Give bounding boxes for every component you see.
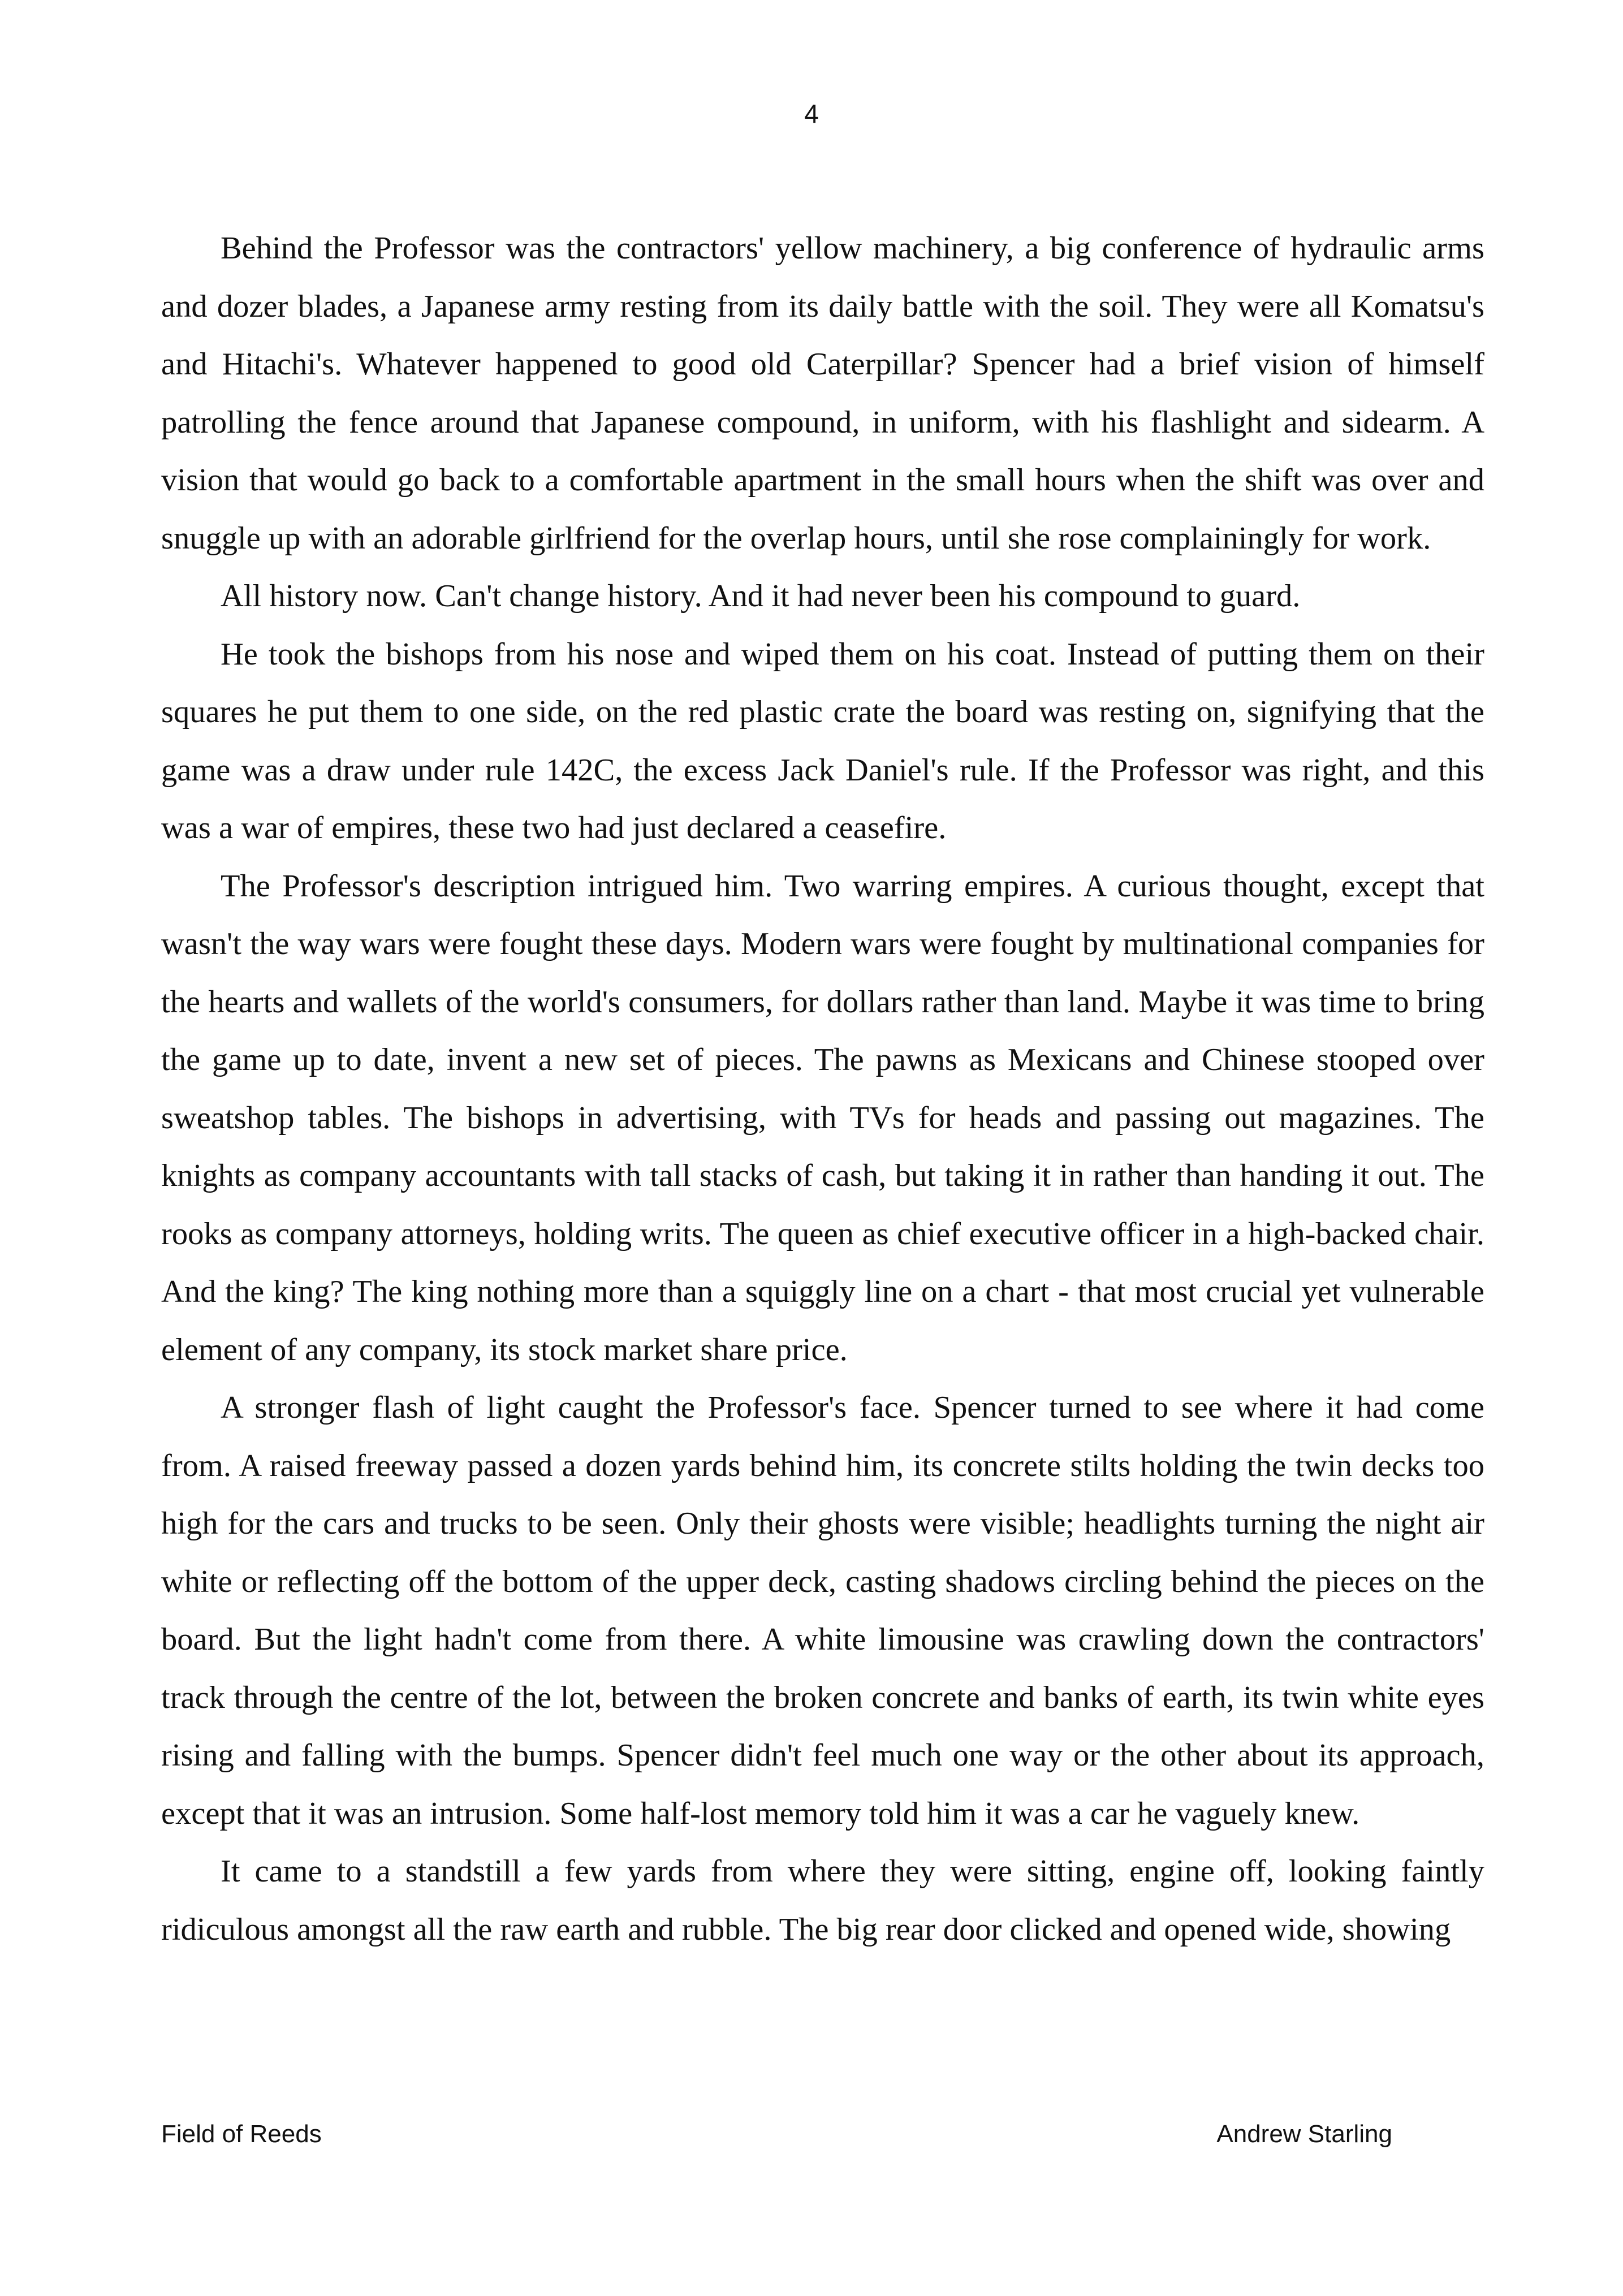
paragraph: It came to a standstill a few yards from where they were sitting, engine off, looking faintly ridiculous amongst all the raw earth and rubble. The big rear door clicked and opened wide, showing [161, 1854, 1484, 1947]
body-text [161, 219, 1484, 1958]
paragraph: A stronger flash of light caught the Professor's face. Spencer turned to see where it had come from. A raised freeway passed a dozen yards behind him, its concrete stilts holding the twin decks too high for the cars and trucks to be seen. Only their ghosts were visible; headlights turning the night air white or reflecting off the bottom of the upper deck, casting shadows circling behind the pieces on the board. But the light hadn't come from there. A white limousine was crawling down the contractors' track through the centre of the lot, between the broken concrete and banks of earth, its twin white eyes rising and falling with the bumps. Spencer didn't feel much one way or the other about its approach, except that it was an intrusion. Some half-lost memory told him it was a car he vaguely knew. [161, 1390, 1484, 1831]
paragraph: The Professor's description intrigued him. Two warring empires. A curious thought, except that wasn't the way wars were fought these days. Modern wars were fought by multinational companies for the hearts and wallets of the world's consumers, for dollars rather than land. Maybe it was time to bring the game up to date, invent a new set of pieces. The pawns as Mexicans and Chinese stooped over sweatshop tables. The bishops in advertising, with TVs for heads and passing out magazines. The knights as company accountants with tall stacks of cash, but taking it in rather than handing it out. The rooks as company attorneys, holding writs. The queen as chief executive officer in a high-backed chair. And the king? The king nothing more than a squiggly line on a chart - that most crucial yet vulnerable element of any company, its stock market share price. [161, 868, 1484, 1367]
paragraph: Behind the Professor was the contractors' yellow machinery, a big conference of hydraulic arms and dozer blades, a Japanese army resting from its daily battle with the soil. They were all Komatsu's and Hitachi's. Whatever happened to good old Caterpillar? Spencer had a brief vision of himself patrolling the fence around that Japanese compound, in uniform, with his flashlight and sidearm. A vision that would go back to a comfortable apartment in the small hours when the shift was over and snuggle up with an adorable girlfriend for the overlap hours, until she rose complainingly for work. [161, 231, 1484, 556]
footer-author: Andrew Starling [1216, 2120, 1392, 2148]
paragraph: He took the bishops from his nose and wiped them on his coat. Instead of putting them on their squares he put them to one side, on the red plastic crate the board was resting on, signifying that the game was a draw under rule 142C, the excess Jack Daniel's rule. If the Professor was right, and this was a war of empires, these two had just declared a ceasefire. [161, 636, 1484, 845]
paragraph: All history now. Can't change history. And it had never been his compound to guard. [221, 579, 1301, 614]
footer-book-title: Field of Reeds [161, 2120, 322, 2148]
page-number: 4 [804, 99, 819, 128]
